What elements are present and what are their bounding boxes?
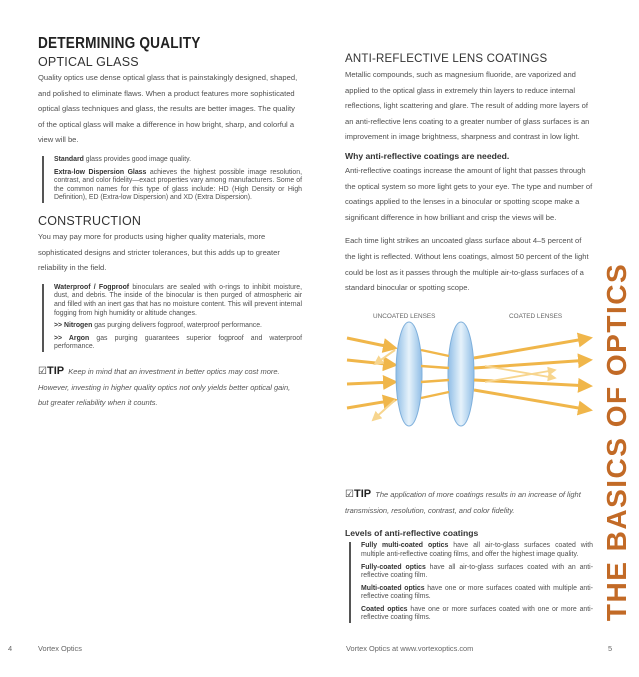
footer-right-url: Vortex Optics at www.vortexoptics.com bbox=[346, 644, 474, 653]
right-tip bbox=[345, 487, 593, 519]
levels-item-fully bbox=[361, 564, 593, 581]
footer-left-brand: Vortex Optics bbox=[38, 644, 82, 653]
glass-types-callout bbox=[42, 156, 302, 203]
callout-item-waterproof bbox=[54, 284, 302, 318]
callout-term: >> Argon bbox=[54, 334, 90, 342]
checkbox-icon: ☑ bbox=[345, 488, 354, 500]
callout-term: >> Nitrogen bbox=[54, 322, 93, 330]
callout-text: glass provides good image quality. bbox=[83, 155, 191, 163]
callout-item-ed-glass bbox=[54, 169, 302, 203]
footer-right-page-number: 5 bbox=[608, 644, 613, 653]
callout-text: have all air-to-glass surfaces coated with multiple anti-reflective coating films, and offer the highest image quality. bbox=[361, 542, 593, 558]
uncoated-lens-1 bbox=[396, 322, 422, 426]
optical-glass-heading: OPTICAL GLASS bbox=[38, 55, 139, 69]
footer-left-page-number: 4 bbox=[8, 644, 13, 653]
checkbox-icon: ☑ bbox=[38, 365, 47, 377]
why-coatings-body-2: Each time light strikes an uncoated glass surface about 4–5 percent of the light is reflected. Without lens coatings, almost 50 percent of the light could be lost as it passes through the multiple air-to-glass surfaces of a standard binocular or spotting scope. bbox=[345, 236, 589, 293]
callout-text: binoculars are sealed with o-rings to inhibit moisture, dust, and debris. The inside of the binocular is then purged of atmospheric air and filled with an inert gas that has no moisture content. This will prevent internal fogging from high humidity or altitude changes. bbox=[54, 283, 302, 317]
callout-term: Coated optics bbox=[361, 605, 408, 613]
why-coatings-body-1: Anti-reflective coatings increase the amount of light that passes through the optical system so more light gets to your eye. The type and number of coatings applied to the lenses in a binocular or spotting scope make a significant difference in how brilliant and crisp the views will be. bbox=[345, 165, 593, 222]
callout-text: gas purging delivers fogproof, waterproof performance. bbox=[92, 322, 262, 330]
callout-item-argon bbox=[54, 335, 302, 352]
anti-reflective-heading: ANTI-REFLECTIVE LENS COATINGS bbox=[345, 53, 548, 65]
lens-diagram-svg bbox=[345, 308, 593, 442]
levels-item-fully-multi bbox=[361, 542, 593, 559]
callout-text: gas purging guarantees superior fogproof and waterproof performance. bbox=[54, 334, 302, 351]
outgoing-rays bbox=[474, 338, 590, 410]
callout-term: Fully-coated optics bbox=[361, 563, 426, 571]
optical-glass-body: Quality optics use dense optical glass that is painstakingly designed, shaped, and polished to eliminate flaws. When a product features more sophisticated optical glass techniques and glass, the results are better images. The quality of the optical glass will make a difference in how bright, sharp, and colorful a view will be. bbox=[38, 73, 298, 145]
reflected-rays bbox=[373, 350, 395, 420]
callout-item-standard bbox=[54, 156, 302, 165]
callout-term: Fully multi-coated optics bbox=[361, 542, 449, 550]
coated-lens-2 bbox=[448, 322, 474, 426]
tip-label: TIP bbox=[46, 364, 65, 377]
lens-comparison-diagram bbox=[345, 308, 593, 442]
anti-reflective-body: Metallic compounds, such as magnesium fluoride, are vaporized and applied to the optical glass in extremely thin layers to reduce internal reflections, light scattering and glare. The result of adding more layers of an anti-reflective lens coating to a greater number of glass surfaces is an improvement in image brightness, sharpness and contrast in low light. bbox=[345, 70, 590, 142]
middle-rays bbox=[421, 350, 449, 398]
levels-callout bbox=[349, 542, 593, 623]
side-title bbox=[597, 262, 637, 622]
callout-text: have all air-to-glass surfaces coated with an anti-reflective coating film. bbox=[361, 563, 593, 580]
page-title: DETERMINING QUALITY bbox=[38, 35, 201, 52]
callout-item-nitrogen bbox=[54, 322, 302, 331]
tip-label: TIP bbox=[353, 487, 372, 500]
callout-text: achieves the highest possible image resolution, contrast, and color fidelity—exact properties vary among manufacturers. Some of the common names for this type of glass include: HD (High Density or High Definition), ED (Extra-low Dispersion) and XD (Extra Dispersion). bbox=[54, 168, 302, 202]
levels-item-coated bbox=[361, 606, 593, 623]
construction-heading: CONSTRUCTION bbox=[38, 213, 142, 228]
levels-item-multi bbox=[361, 585, 593, 602]
construction-callout bbox=[42, 284, 302, 352]
left-column bbox=[38, 36, 302, 411]
construction-body: You may pay more for products using higher quality materials, more sophisticated designs and stricter tolerances, but this adds up to greater reliability in the field. bbox=[38, 231, 280, 273]
right-column bbox=[345, 52, 593, 627]
callout-text: have one or more surfaces coated with multiple anti-reflective coating films. bbox=[361, 584, 593, 601]
uncoated-label: UNCOATED LENSES bbox=[373, 312, 436, 320]
side-title-text: THE BASICS OF OPTICS bbox=[601, 262, 632, 622]
coated-label: COATED LENSES bbox=[509, 312, 563, 320]
callout-term: Standard bbox=[54, 155, 84, 163]
incoming-rays bbox=[347, 338, 395, 408]
tip-text: The application of more coatings results in an increase of light transmission, resolution, contrast, and color fidelity. bbox=[345, 489, 581, 515]
levels-heading: Levels of anti-reflective coatings bbox=[345, 528, 479, 539]
callout-term: Multi-coated optics bbox=[361, 584, 425, 592]
callout-text: have one or more surfaces coated with one or more anti-reflective coating films. bbox=[361, 605, 593, 622]
tip-text: Keep in mind that an investment in better optics may cost more. However, investing in higher quality optics not only yields better optical gain, but greater reliability when it counts. bbox=[38, 366, 291, 408]
callout-term: Extra-low Dispersion Glass bbox=[54, 168, 147, 176]
why-coatings-heading: Why anti-reflective coatings are needed. bbox=[345, 150, 510, 161]
left-tip bbox=[38, 364, 302, 411]
callout-term: Waterproof / Fogproof bbox=[54, 283, 130, 291]
